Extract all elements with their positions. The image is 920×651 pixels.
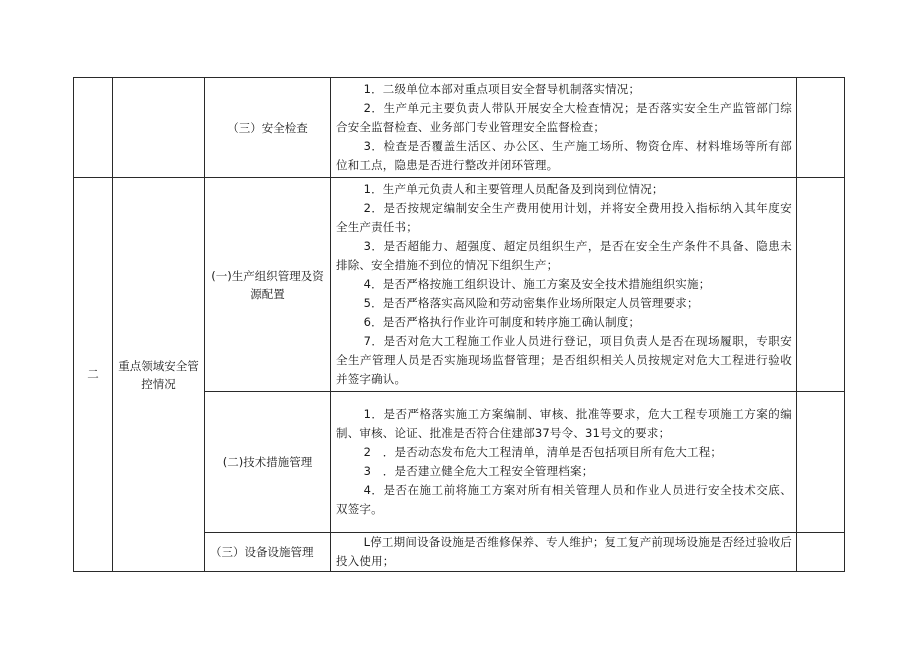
item-cell: [205, 178, 331, 392]
table-row: [74, 78, 845, 178]
item-cell: [205, 78, 331, 178]
item-label: （三）设备设施管理: [210, 545, 314, 559]
content-line: 6．是否严格执行作业许可制度和转序施工确认制度；: [363, 315, 641, 329]
area-cell: [113, 78, 205, 178]
section-area-cell: [113, 178, 205, 572]
content-line: 4．是否在施工前将施工方案对所有相关管理人员和作业人员进行安全技术交底、双签字。: [336, 483, 792, 516]
content-line: 1．生产单元负责人和主要管理人员配备及到岗到位情况；: [363, 182, 664, 196]
section-area-label: 重点领域安全管控情况: [118, 358, 199, 391]
content-cell: [331, 78, 797, 178]
inspection-table: [73, 77, 845, 572]
item-cell: [205, 533, 331, 572]
table-row: [74, 178, 845, 392]
content-line: 3 ．是否建立健全危大工程安全管理档案；: [363, 464, 594, 478]
content-cell: [331, 392, 797, 533]
empty-cell: [797, 178, 845, 392]
empty-cell: [797, 392, 845, 533]
content-line: 1．是否严格落实施工方案编制、审核、批准等要求，危大工程专项施工方案的编制、审核、论证、批准是否符合住建部37号令、31号文的要求；: [336, 407, 792, 440]
content-line: 2．生产单元主要负责人带队开展安全大检查情况；是否落实安全生产监管部门综合安全监督检查、业务部门专业管理安全监督检查；: [336, 101, 792, 134]
content-line: 2．是否按规定编制安全生产费用使用计划，并将安全费用投入指标纳入其年度安全生产责任书；: [336, 201, 792, 234]
content-line: 7．是否对危大工程施工作业人员进行登记，项目负责人是否在现场履职，专职安全生产管理人员是否实施现场监督管理；是否组织相关人员按规定对危大工程进行验收并签字确认。: [336, 334, 792, 386]
empty-cell: [797, 533, 845, 572]
content-line: 3．是否超能力、超强度、超定员组织生产，是否在安全生产条件不具备、隐患未排除、安全措施不到位的情况下组织生产；: [336, 239, 792, 272]
index-cell: [74, 78, 113, 178]
content-line: 2 ．是否动态发布危大工程清单，清单是否包括项目所有危大工程；: [363, 445, 723, 459]
content-line: 5．是否严格落实高风险和劳动密集作业场所限定人员管理要求；: [363, 296, 699, 310]
content-cell: [331, 533, 797, 572]
section-index-cell: [74, 178, 113, 572]
empty-cell: [797, 78, 845, 178]
item-label: （三）安全检查: [227, 120, 308, 135]
content-line: L停工期间设备设施是否维修保养、专人维护；复工复产前现场设施是否经过验收后投入使用；: [336, 535, 792, 568]
item-label: (一)生产组织管理及资源配置: [211, 268, 324, 301]
content-line: 1．二级单位本部对重点项目安全督导机制落实情况；: [363, 82, 641, 96]
content-line: 3．检查是否覆盖生活区、办公区、生产施工场所、物资仓库、材料堆场等所有部位和工点，隐患是否进行整改并闭环管理。: [336, 139, 792, 172]
content-line: 4．是否严格按施工组织设计、施工方案及安全技术措施组织实施；: [363, 277, 711, 291]
item-label: (二)技术措施管理: [222, 455, 313, 469]
section-index: 二: [87, 367, 99, 381]
item-cell: [205, 392, 331, 533]
content-cell: [331, 178, 797, 392]
